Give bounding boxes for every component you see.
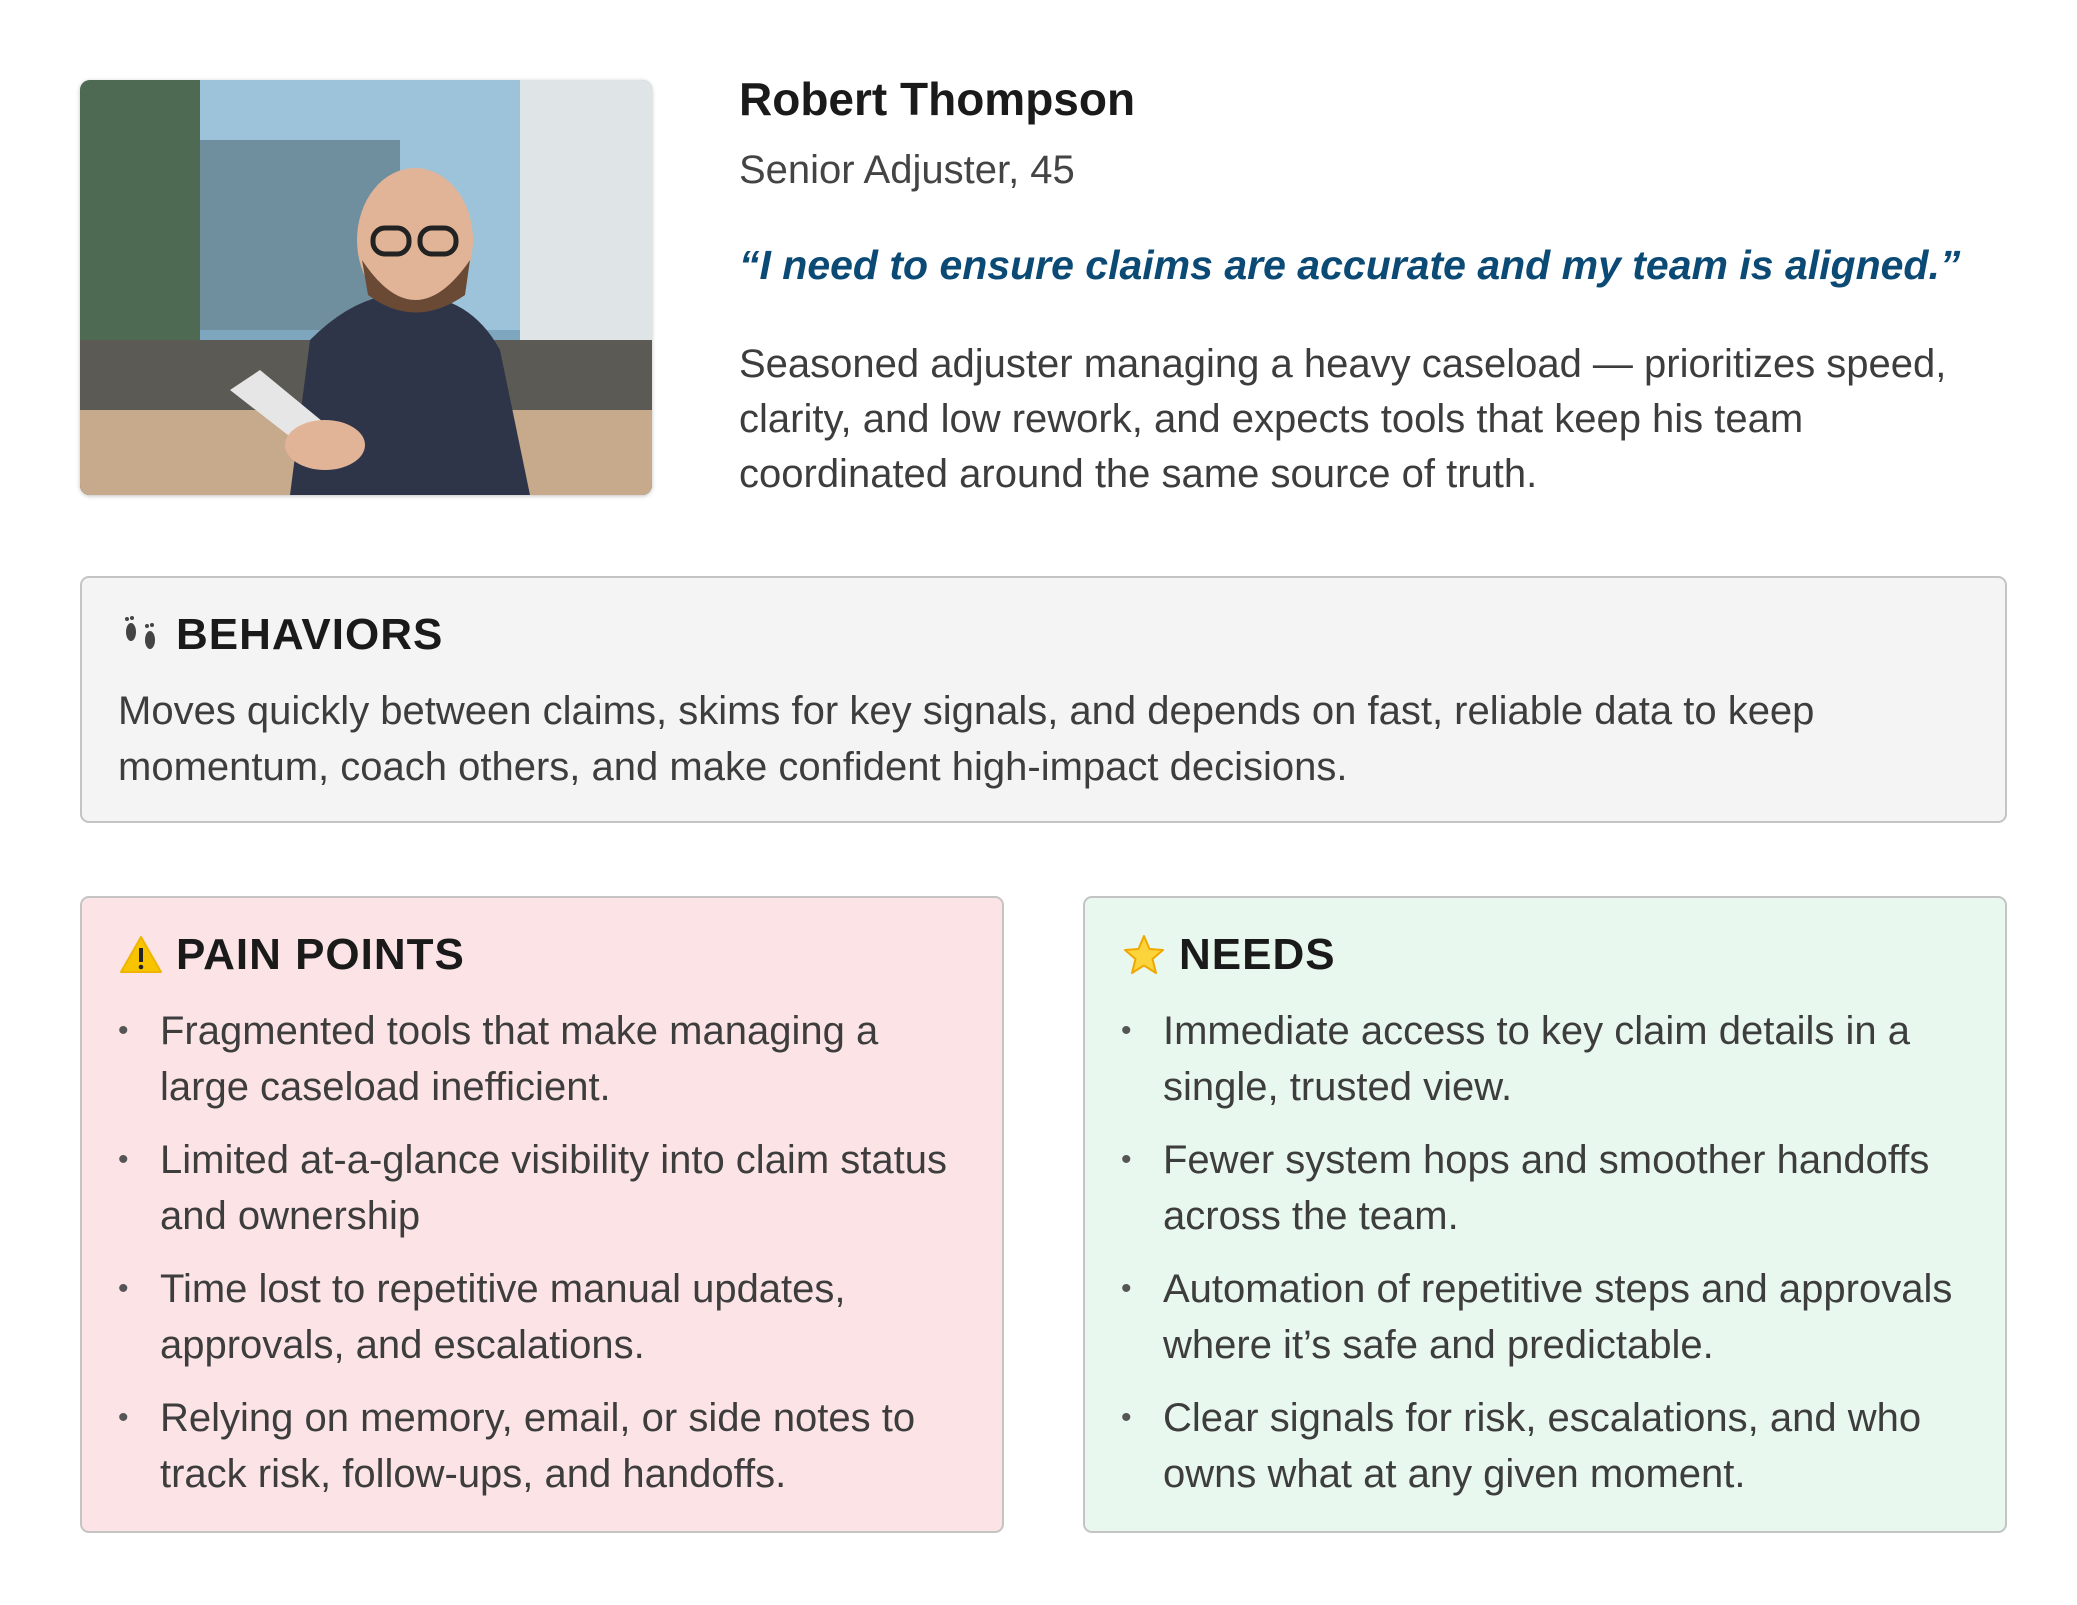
needs-title: NEEDS <box>1179 930 1336 979</box>
warning-icon <box>118 932 164 978</box>
pain-points-heading <box>118 930 465 980</box>
needs-card <box>1083 896 2007 1533</box>
list-item: • Limited at-a-glance visibility into claim status and ownership <box>118 1132 978 1244</box>
persona-photo <box>80 80 652 495</box>
persona-description: Seasoned adjuster managing a heavy caseload — prioritizes speed, clarity, and low rework, and expects tools that keep his team coordinated around the same source of truth. <box>739 342 1947 496</box>
behaviors-heading <box>118 610 443 660</box>
persona-name: Robert Thompson <box>739 73 1136 125</box>
list-item: • Immediate access to key claim details in a single, trusted view. <box>1121 1003 1981 1115</box>
behaviors-title: BEHAVIORS <box>176 610 444 659</box>
pain-points-card <box>80 896 1004 1533</box>
needs-heading <box>1121 930 1336 980</box>
pain-points-list <box>118 1003 978 1519</box>
list-item: • Clear signals for risk, escalations, and who owns what at any given moment. <box>1121 1390 1981 1502</box>
needs-list <box>1121 1003 1981 1519</box>
persona-role: Senior Adjuster, 45 <box>739 148 1075 192</box>
behaviors-text: Moves quickly between claims, skims for key signals, and depends on fast, reliable data to keep momentum, coach others, and make confident high-impact decisions. <box>118 689 1815 789</box>
pain-points-title: PAIN POINTS <box>176 930 465 979</box>
footprints-icon <box>118 612 164 658</box>
list-item: • Automation of repetitive steps and approvals where it’s safe and predictable. <box>1121 1261 1981 1373</box>
behaviors-card <box>80 576 2007 823</box>
list-item: • Fragmented tools that make managing a large caseload inefficient. <box>118 1003 978 1115</box>
star-icon <box>1121 932 1167 978</box>
persona-quote: “I need to ensure claims are accurate and my team is aligned.” <box>739 242 1961 288</box>
list-item: • Fewer system hops and smoother handoffs across the team. <box>1121 1132 1981 1244</box>
list-item: • Relying on memory, email, or side notes to track risk, follow-ups, and handoffs. <box>118 1390 978 1502</box>
list-item: • Time lost to repetitive manual updates, approvals, and escalations. <box>118 1261 978 1373</box>
